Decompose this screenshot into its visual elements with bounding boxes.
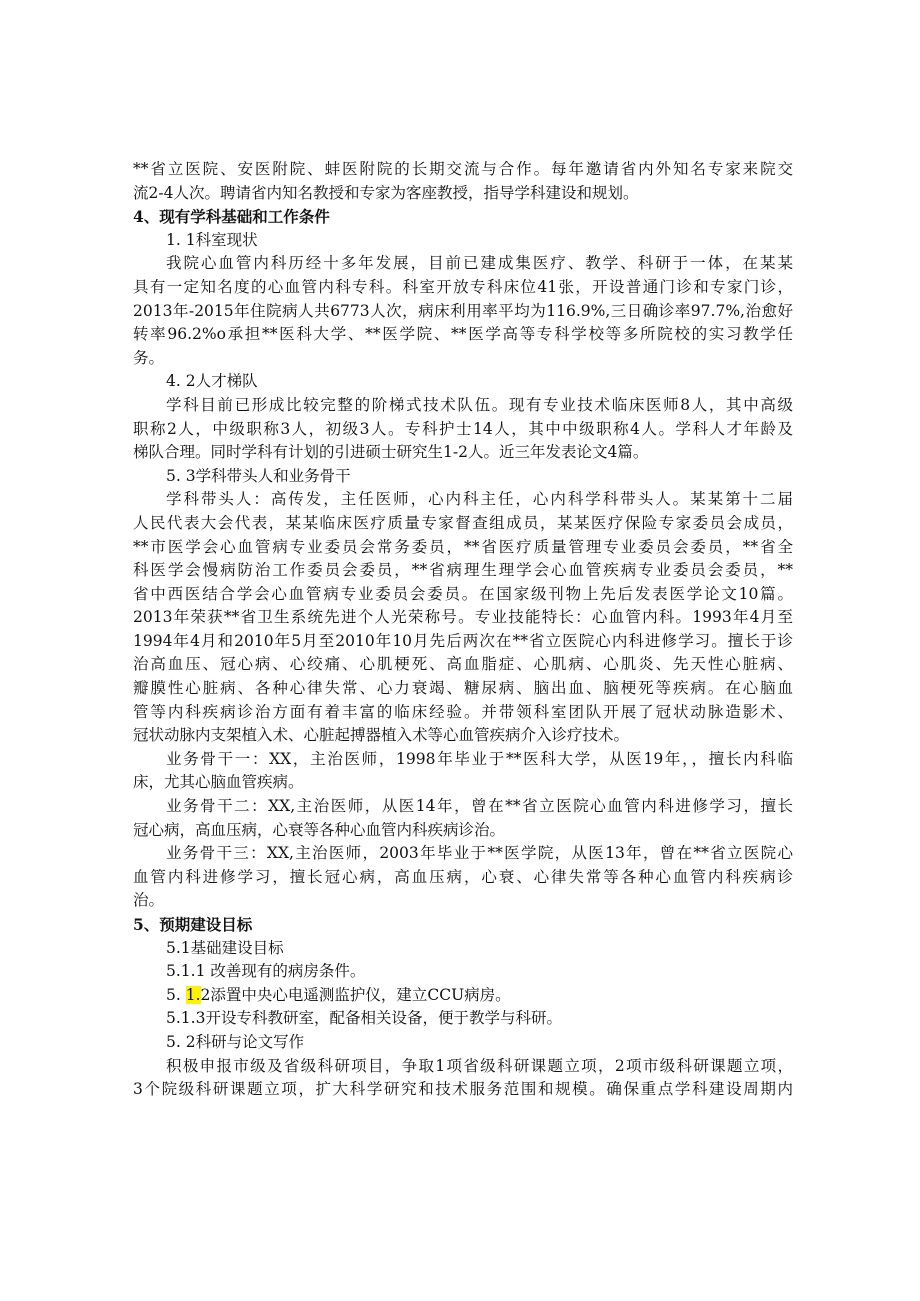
subsection-heading: 4. 2人才梯队 (166, 372, 258, 391)
body-text-line: 人民代表大会代表，某某临床医疗质量专家督查组成员，某某医疗保险专家委员会成员， (133, 513, 793, 532)
paragraph-first-line: 业务骨干一：XX，主治医师，1998年毕业于**医科大学，从医19年，，擅长内科临 (166, 749, 793, 768)
body-text-line: 梯队合理。同时学科有计划的引进硕士研究生1-2人。近三年发表论文4篇。 (133, 443, 649, 462)
body-text-line: 3个院级科研课题立项，扩大科学研究和技术服务范围和规模。确保重点学科建设周期内 (133, 1080, 793, 1099)
paragraph-first-line: 业务骨干三：XX,主治医师，2003年毕业于**医学院，从医13年，曾在**省立医院心 (166, 844, 793, 863)
body-text-line: 治。 (133, 891, 165, 910)
body-text-line: 转率96.2%o承担**医科大学、**医学院、**医学高等专科学校等多所院校的实习教学任 (133, 325, 793, 344)
body-text-line: 省中西医结合学会心血管病专业委员会委员。在国家级刊物上先后发表医学论文10篇。 (133, 584, 793, 603)
body-text-line: 瓣膜性心脏病、各种心律失常、心力衰竭、糖尿病、脑出血、脑梗死等疾病。在心脑血 (133, 679, 793, 698)
body-text-line: 治高血压、冠心病、心绞痛、心肌梗死、高血脂症、心肌病、心肌炎、先天性心脏病、 (133, 655, 793, 674)
item-number-prefix: 5. (166, 985, 186, 1004)
body-text-line: **市医学会心血管病专业委员会常务委员，**省医疗质量管理专业委员会委员，**省全 (133, 537, 793, 556)
body-text-line: 血管内科进修学习，擅长冠心病，高血压病，心衰、心律失常等各种心血管内科疾病诊 (133, 867, 793, 886)
body-text-line: 2013年荣获**省卫生系统先进个人光荣称号。专业技能特长：心血管内科。1993年4月至 (133, 608, 793, 627)
list-item (133, 984, 793, 1008)
body-text-line: 科医学会慢病防治工作委员会委员，**省病理生理学会心血管疾病专业委员会委员，** (133, 561, 793, 580)
body-text-line: 床，尤其心脑血管疾病。 (133, 773, 304, 792)
paragraph-first-line: 积极申报市级及省级科研项目，争取1项省级科研课题立项，2项市级科研课题立项， (166, 1056, 793, 1075)
paragraph-first-line: 学科带头人：高传发，主任医师，心内科主任，心内科学科带头人。某某第十二届 (166, 490, 793, 509)
paragraph-first-line: 学科目前已形成比较完整的阶梯式技术队伍。现有专业技术临床医师8人，其中高级 (166, 395, 793, 414)
subsection-heading: 5.1基础建设目标 (166, 938, 284, 957)
body-text-line: 冠状动脉内支架植入术、心脏起搏器植入术等心血管疾病介入诊疗技术。 (133, 726, 630, 745)
body-text-line: 2013年-2015年住院病人共6773人次，病床利用率平均为116.9%,三日确诊率97.7%,治愈好 (133, 301, 793, 320)
section-heading: 4、现有学科基础和工作条件 (133, 207, 330, 227)
body-text-line: 流2-4人次。聘请省内知名教授和专家为客座教授，指导学科建设和规划。 (133, 183, 639, 202)
subsection-heading: 5. 2科研与论文写作 (166, 1032, 305, 1051)
paragraph-first-line: 业务骨干二：XX,主治医师，从医14年，曾在**省立医院心血管内科进修学习，擅长 (166, 797, 793, 816)
document-page (133, 158, 793, 1102)
body-text-line: 务。 (133, 348, 165, 367)
body-text-line: 具有一定知名度的心血管内科专科。科室开放专科床位41张，开设普通门诊和专家门诊， (133, 277, 793, 296)
list-item: 5.1.1 改善现有的病房条件。 (166, 962, 366, 981)
item-text: 2添置中央心电遥测监护仪，建立CCU病房。 (200, 985, 511, 1004)
section-heading: 5、预期建设目标 (133, 915, 253, 934)
body-text-line: 管等内科疾病诊治方面有着丰富的临床经验。并带领科室团队开展了冠状动脉造影术、 (133, 702, 793, 721)
paragraph-first-line: 我院心血管内科历经十多年发展，目前已建成集医疗、教学、科研于一体，在某某 (166, 254, 793, 273)
highlighted-text: 1. (185, 985, 201, 1004)
body-text-line: 1994年4月和2010年5月至2010年10月先后两次在**省立医院心内科进修学习。擅长于诊 (133, 631, 793, 650)
body-text-line: 职称2人，中级职称3人，初级3人。专科护士14人，其中中级职称4人。学科人才年龄及 (133, 419, 793, 438)
subsection-heading: 5. 3学科带头人和业务骨干 (166, 466, 351, 485)
body-text-line: 冠心病，高血压病，心衰等各种心血管内科疾病诊治。 (133, 820, 506, 839)
list-item: 5.1.3开设专科教研室，配备相关设备，便于教学与科研。 (166, 1009, 562, 1028)
subsection-heading: 1. 1科室现状 (166, 230, 258, 249)
body-text-line: **省立医院、安医附院、蚌医附院的长期交流与合作。每年邀请省内外知名专家来院交 (133, 160, 793, 178)
